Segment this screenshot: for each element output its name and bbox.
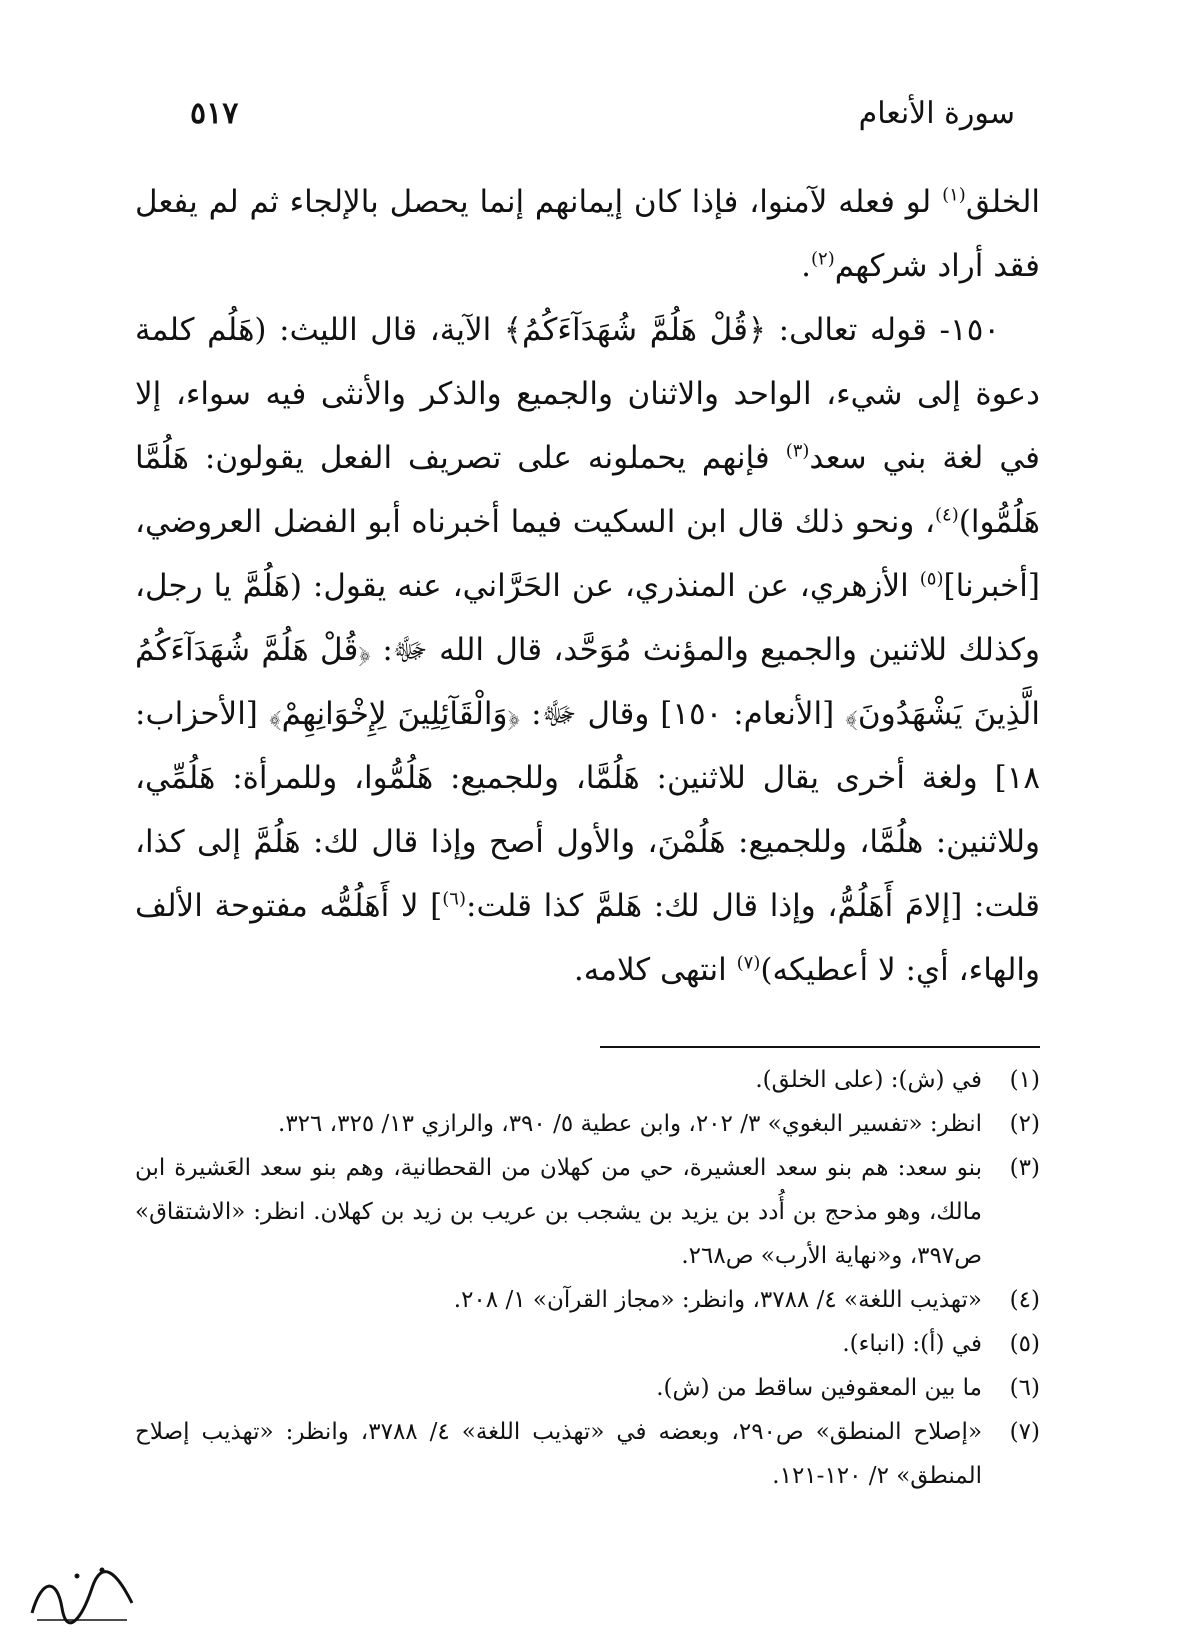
footnote-divider: [600, 1046, 1040, 1048]
surah-title: سورة الأنعام: [858, 95, 1015, 131]
main-text: [135, 170, 1040, 1002]
footnote: [135, 1058, 1040, 1102]
footnote: [135, 1410, 1040, 1498]
paragraph-1: [135, 170, 1040, 298]
footnote-number: (٣): [1009, 1155, 1040, 1181]
text-run: ] لا أَهَلُمُّه مفتوحة الألف والهاء، أي: لا أعطيكه): [135, 888, 1040, 988]
footnote-number: (٧): [1009, 1419, 1040, 1445]
footnote-ref: (١): [942, 184, 966, 206]
page-header: [190, 88, 1015, 138]
footnote: [135, 1278, 1040, 1322]
paragraph-2: [135, 298, 1040, 1002]
footnote: [135, 1366, 1040, 1410]
footnote-text: «إصلاح المنطق» ص٢٩٠، وبعضه في «تهذيب اللغة» ٤/ ٣٧٨٨، وانظر: «تهذيب إصلاح المنطق» ٢/ ١٢٠-١٢١.: [135, 1419, 983, 1489]
footnote: [135, 1146, 1040, 1278]
calligraphy-logo-icon: [22, 1558, 142, 1628]
text-run: فإنهم يحملونه على تصريف الفعل يقولون: هَلُمَّا هَلُمُّوا): [135, 440, 1040, 540]
footnote-ref: (٢): [811, 248, 835, 270]
footnote-number: (٦): [1009, 1375, 1040, 1401]
page-number: ٥١٧: [190, 95, 239, 131]
footnote-ref: (٣): [785, 440, 810, 462]
text-run: انتهى كلامه.: [573, 952, 737, 988]
footnote-text: انظر: «تفسير البغوي» ٣/ ٢٠٢، وابن عطية ٥/ ٣٩٠، والرازي ١٣/ ٣٢٥، ٣٢٦.: [278, 1111, 982, 1137]
footnote: [135, 1102, 1040, 1146]
footnote-number: (٥): [1009, 1331, 1040, 1357]
text-run: ١٥٠- قوله تعالى: ﴿قُلْ هَلُمَّ شُهَدَآءَكُمُ﴾ الآية، قال الليث: (هَلُم كلمة دعوة إلى شيء، الواحد والاثنان والجميع والذكر والأنثى فيه سواء، إلا في لغة بني سعد: [135, 312, 1040, 476]
footnote-text: «تهذيب اللغة» ٤/ ٣٧٨٨، وانظر: «مجاز القرآن» ١/ ٢٠٨.: [453, 1287, 982, 1313]
footnote-ref: (٤): [935, 504, 959, 526]
text-run: لو فعله لآمنوا، فإذا كان إيمانهم إنما يحصل بالإلجاء ثم لم يفعل فقد أراد شركهم: [135, 184, 1040, 284]
footnote-ref: (٥): [919, 568, 944, 590]
footnote-ref: (٦): [442, 888, 466, 910]
text-run: الأزهري، عن المنذري، عن الحَرَّاني، عنه يقول: (هَلُمَّ يا رجل، وكذلك للاثنين والجميع والمؤنث مُوَحَّد، قال الله ﷻ: ﴿قُلْ هَلُمَّ شُهَدَآءَكُمُ الَّذِينَ يَشْهَدُونَ﴾ [الأنعام: ١٥٠] وقال ﷻ: ﴿وَالْقَآئِلِينَ لِإِخْوَانِهِمْ﴾ [الأحزاب: ١٨] ولغة أخرى يقال للاثنين: هَلُمَّا، وللجميع: هَلُمُّوا، وللمرأة: هَلُمِّي، وللاثنين: هلُمَّا، وللجميع: هَلُمْنَ، والأول أصح وإذا قال لك: هَلُمَّ إلى كذا، قلت: [إلامَ أَهَلُمُّ، وإذا قال لك: هَلمَّ كذا قلت:: [135, 568, 1040, 924]
footnote-text: ما بين المعقوفين ساقط من (ش).: [656, 1375, 982, 1401]
text-run: الخلق: [965, 184, 1040, 220]
footnotes: [135, 1058, 1040, 1498]
footnote-text: بنو سعد: هم بنو سعد العشيرة، حي من كهلان من القحطانية، وهم بنو سعد العَشيرة ابن مالك، وهو مذحج بن أُدد بن يزيد بن يشجب بن عريب بن زيد بن كهلان. انظر: «الاشتقاق» ص٣٩٧، و«نهاية الأرب» ص٢٦٨.: [135, 1155, 982, 1269]
footnote: [135, 1322, 1040, 1366]
footnote-text: في (أ): (انباء).: [842, 1331, 982, 1357]
footnote-text: في (ش): (على الخلق).: [755, 1067, 982, 1093]
footnote-number: (١): [1009, 1067, 1040, 1093]
footnote-ref: (٧): [736, 952, 761, 974]
text-run: .: [801, 248, 812, 284]
text-run: ، ونحو ذلك قال ابن السكيت فيما أخبرناه أبو الفضل العروضي، [أخبرنا]: [135, 504, 1040, 604]
footnote-number: (٢): [1009, 1111, 1040, 1137]
footnote-number: (٤): [1009, 1287, 1040, 1313]
